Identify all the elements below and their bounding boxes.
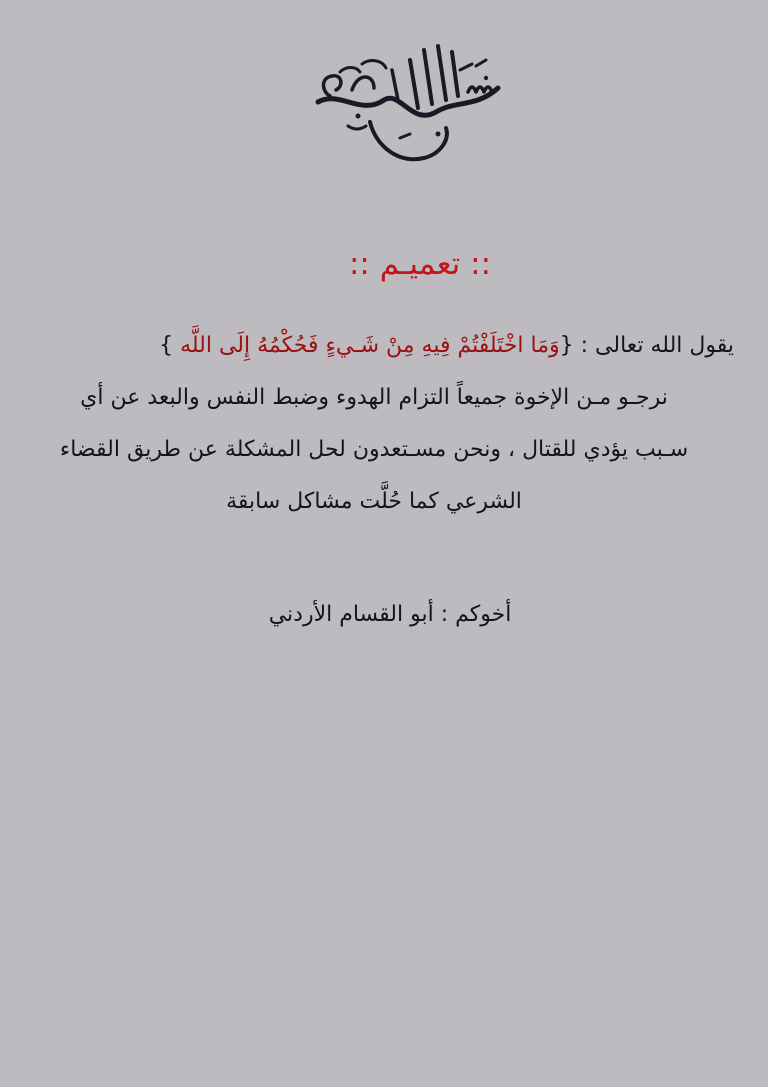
body-line-verse (14, 320, 734, 372)
body-line-2: نرجـو مـن الإخوة جميعاً التزام الهدوء وضبط النفس والبعد عن أي (80, 385, 668, 410)
page-title: :: تعميـم :: (348, 246, 492, 282)
body-line-4: الشرعي كما حُلَّت مشاكل سابقة (226, 489, 522, 514)
announcement-body (14, 320, 734, 528)
basmala-calligraphy (300, 30, 510, 180)
signature: أخوكم : أبو القسام الأردني (268, 602, 512, 627)
verse-close: } (159, 333, 181, 358)
body-line-3: سـبب يؤدي للقتال ، ونحن مسـتعدون لحل المشكلة عن طريق القضاء (59, 437, 689, 462)
quran-verse: وَمَا اخْتَلَفْتُمْ فِيهِ مِنْ شَـيءٍ فَحُكْمُهُ إِلَى اللَّه (180, 333, 560, 358)
verse-intro: يقول الله تعالى : { (559, 333, 734, 358)
